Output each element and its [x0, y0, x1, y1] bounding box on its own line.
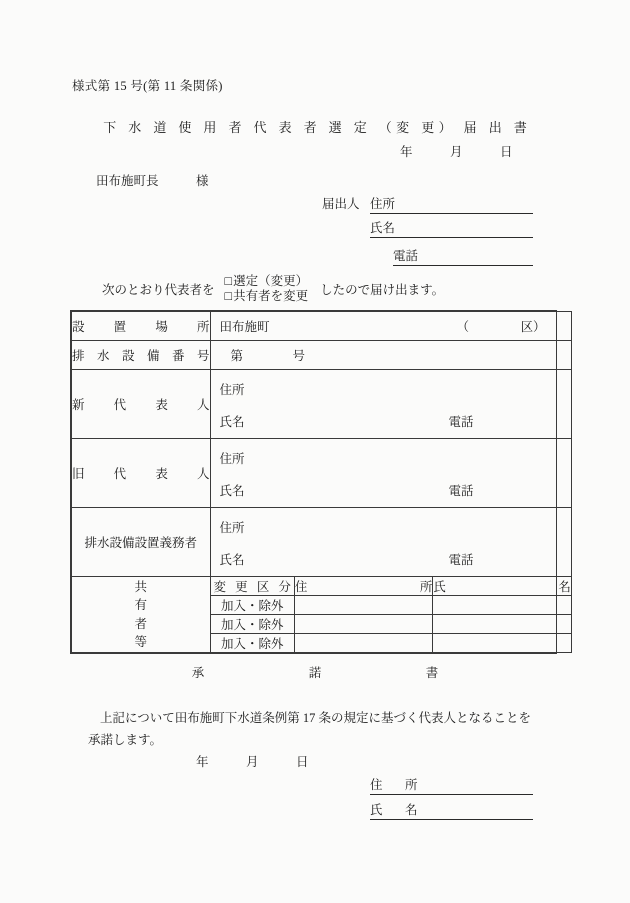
obligor-address-label: 住所 — [219, 521, 245, 535]
old-rep-address-label: 住所 — [219, 452, 245, 466]
table-row-obligor — [72, 508, 572, 577]
form-number: 様式第 15 号(第 11 条関係) — [72, 79, 223, 93]
shared-owner-name-1[interactable] — [433, 596, 571, 615]
shared-owners-char-4: 等 — [134, 634, 148, 649]
place-ward: 区） — [520, 320, 546, 334]
label-new-rep: 新 代 表 人 — [72, 370, 211, 439]
statement-prefix: 次のとおり代表者を — [102, 283, 215, 298]
label-equipment-no: 排 水 設 備 番 号 — [72, 341, 211, 370]
consent-title: 承 諾 書 — [191, 666, 485, 680]
obligor-tel-label: 電話 — [448, 553, 474, 567]
statement-suffix: したので届け出ます。 — [320, 283, 445, 298]
shared-owners-char-2: 有 — [134, 598, 148, 613]
label-old-rep: 旧 代 表 人 — [72, 439, 211, 508]
shared-owners-header-kubun: 変 更 区 分 — [211, 577, 295, 596]
declaration-statement — [102, 274, 444, 305]
shared-owners-char-3: 者 — [134, 616, 148, 631]
consent-name-field[interactable]: 氏 名 — [370, 800, 533, 820]
value-equipment-no[interactable] — [210, 341, 571, 370]
submitter-tel-field[interactable]: 電話 — [393, 246, 533, 266]
consent-body-text: 上記について田布施町下水道条例第 17 条の規定に基づく代表人となることを承諾します。 — [88, 711, 532, 747]
table-row-shared-owners — [72, 577, 572, 653]
old-rep-name-label: 氏名 — [219, 484, 245, 498]
option-row-selection[interactable] — [225, 274, 309, 289]
shared-owners-subtable — [211, 577, 571, 652]
shared-owners-header-address: 住 所 — [294, 577, 433, 596]
label-obligor: 排水設備設置義務者 — [72, 508, 211, 577]
option-selection-label: 選定（変更） — [233, 274, 309, 288]
new-rep-tel-label: 電話 — [448, 415, 474, 429]
checkbox-icon[interactable]: □ — [224, 274, 233, 288]
submitter-address-field[interactable]: 住所 — [370, 194, 533, 214]
place-paren-open: （ — [456, 320, 470, 334]
table-row — [211, 596, 571, 615]
label-place: 設 置 場 所 — [72, 312, 211, 341]
option-row-shared-owner-change[interactable] — [225, 289, 309, 304]
shared-owners-subtable-cell — [210, 577, 571, 653]
shared-owner-address-1[interactable] — [294, 596, 433, 615]
shared-owners-header-row — [211, 577, 571, 596]
equipment-no-prefix: 第 — [230, 349, 244, 363]
new-rep-address-label: 住所 — [219, 383, 245, 397]
table-row-equipment-no — [72, 341, 572, 370]
shared-owner-kubun-1[interactable]: 加入・除外 — [211, 596, 295, 615]
old-rep-tel-label: 電話 — [448, 484, 474, 498]
value-old-rep[interactable] — [210, 439, 571, 508]
shared-owner-kubun-2[interactable]: 加入・除外 — [211, 615, 295, 634]
value-obligor[interactable] — [210, 508, 571, 577]
page-title: 下 水 道 使 用 者 代 表 者 選 定 （変 更） 届 出 書 — [103, 120, 532, 135]
submitter-label: 届出人 — [322, 197, 360, 211]
value-new-rep[interactable] — [210, 370, 571, 439]
consent-address-field[interactable]: 住 所 — [370, 775, 533, 795]
shared-owner-name-2[interactable] — [433, 615, 571, 634]
shared-owners-header-name: 氏 名 — [433, 577, 571, 596]
checkbox-icon[interactable]: □ — [224, 289, 233, 304]
submission-date-line: 年 月 日 — [400, 145, 513, 159]
place-town: 田布施町 — [219, 320, 270, 334]
option-shared-owner-label: 共有者を変更 — [233, 289, 309, 304]
shared-owner-name-3[interactable] — [433, 634, 571, 653]
table-row-old-rep — [72, 439, 572, 508]
table-row — [211, 615, 571, 634]
label-shared-owners — [72, 577, 211, 653]
table-row — [211, 634, 571, 653]
submitter-name-field[interactable]: 氏名 — [370, 218, 533, 238]
obligor-name-label: 氏名 — [219, 553, 245, 567]
new-rep-name-label: 氏名 — [219, 415, 245, 429]
statement-options — [225, 274, 309, 305]
addressee: 田布施町長 様 — [96, 174, 209, 188]
shared-owner-kubun-3[interactable]: 加入・除外 — [211, 634, 295, 653]
table-row-place — [72, 312, 572, 341]
shared-owner-address-3[interactable] — [294, 634, 433, 653]
table-row-new-rep — [72, 370, 572, 439]
main-form-table — [70, 310, 571, 654]
shared-owner-address-2[interactable] — [294, 615, 433, 634]
shared-owners-char-1: 共 — [134, 580, 148, 595]
consent-date-line: 年 月 日 — [196, 755, 309, 769]
equipment-no-suffix: 号 — [292, 349, 306, 363]
value-place[interactable] — [210, 312, 571, 341]
